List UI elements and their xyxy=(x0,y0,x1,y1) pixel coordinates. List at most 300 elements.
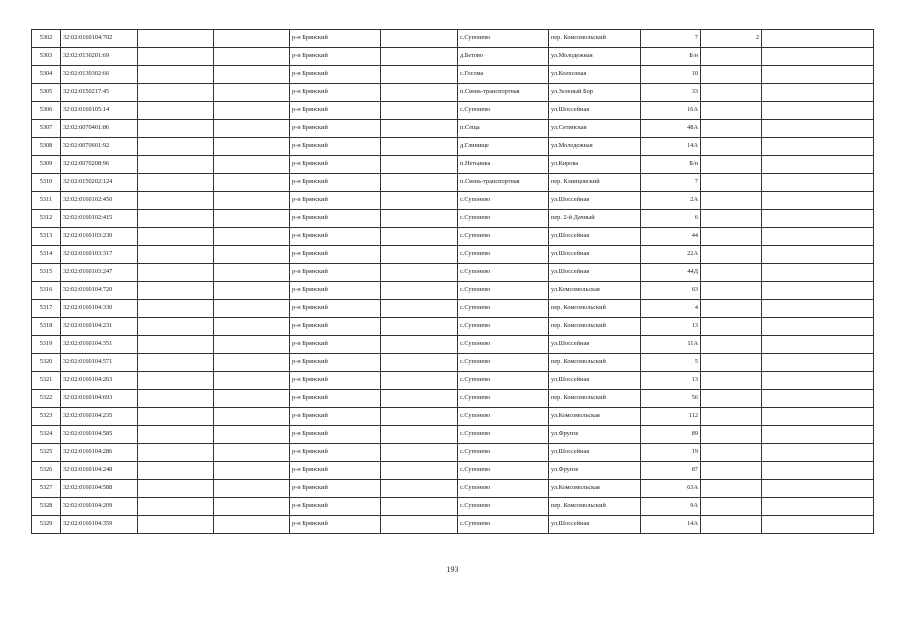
cell-district: р-н Брянский xyxy=(290,228,381,246)
cell-cadastral-number: 32:02:0160104:702 xyxy=(61,30,138,48)
cell-extra xyxy=(701,156,762,174)
cell-locality: с.Супонево xyxy=(458,390,549,408)
cell-house-number: 63А xyxy=(641,480,701,498)
cell-district: р-н Брянский xyxy=(290,156,381,174)
cell-empty xyxy=(381,174,458,192)
cell-number: 5305 xyxy=(32,84,61,102)
cell-district: р-н Брянский xyxy=(290,102,381,120)
cell-empty xyxy=(381,516,458,534)
cell-number: 5309 xyxy=(32,156,61,174)
page-number: 193 xyxy=(446,565,459,574)
cell-district: р-н Брянский xyxy=(290,264,381,282)
cell-empty xyxy=(762,120,874,138)
cell-empty xyxy=(214,318,290,336)
cell-number: 5311 xyxy=(32,192,61,210)
table-row xyxy=(32,264,874,282)
cell-district: р-н Брянский xyxy=(290,210,381,228)
cell-empty xyxy=(381,498,458,516)
cell-street: ул.Шоссейная xyxy=(549,372,641,390)
table-row xyxy=(32,48,874,66)
cell-street: ул.Фрунзе xyxy=(549,462,641,480)
cell-empty xyxy=(214,246,290,264)
table-row xyxy=(32,66,874,84)
cell-street: ул.Шоссейная xyxy=(549,444,641,462)
cell-empty xyxy=(214,426,290,444)
cell-extra xyxy=(701,480,762,498)
cell-empty xyxy=(762,48,874,66)
cell-empty xyxy=(138,84,214,102)
cell-street: ул.Шоссейная xyxy=(549,228,641,246)
cell-empty xyxy=(762,336,874,354)
cell-locality: с.Супонево xyxy=(458,462,549,480)
cell-empty xyxy=(762,390,874,408)
cell-empty xyxy=(138,408,214,426)
cell-empty xyxy=(381,336,458,354)
cell-extra xyxy=(701,48,762,66)
table-row xyxy=(32,84,874,102)
table-row xyxy=(32,246,874,264)
cell-extra xyxy=(701,318,762,336)
cell-empty xyxy=(138,30,214,48)
cell-empty xyxy=(214,462,290,480)
registry-table-body xyxy=(32,30,874,534)
cell-street: ул.Комсомольская xyxy=(549,480,641,498)
cell-empty xyxy=(214,120,290,138)
cell-empty xyxy=(138,300,214,318)
table-row xyxy=(32,174,874,192)
cell-empty xyxy=(138,318,214,336)
cell-empty xyxy=(214,210,290,228)
cell-empty xyxy=(214,84,290,102)
cell-empty xyxy=(214,372,290,390)
cell-extra xyxy=(701,408,762,426)
cell-cadastral-number: 32:02:0160104:235 xyxy=(61,408,138,426)
cell-house-number: 14А xyxy=(641,138,701,156)
cell-district: р-н Брянский xyxy=(290,84,381,102)
cell-cadastral-number: 32:02:0160104:231 xyxy=(61,318,138,336)
table-row xyxy=(32,102,874,120)
cell-extra xyxy=(701,390,762,408)
cell-house-number: 10 xyxy=(641,66,701,84)
cell-number: 5322 xyxy=(32,390,61,408)
table-row xyxy=(32,516,874,534)
cell-street: пер. Комсомольский xyxy=(549,318,641,336)
cell-district: р-н Брянский xyxy=(290,498,381,516)
table-row xyxy=(32,480,874,498)
cell-extra xyxy=(701,120,762,138)
cell-empty xyxy=(762,300,874,318)
cell-empty xyxy=(762,156,874,174)
cell-empty xyxy=(762,282,874,300)
cell-locality: п.Нетьинка xyxy=(458,156,549,174)
cell-empty xyxy=(138,48,214,66)
cell-number: 5303 xyxy=(32,48,61,66)
cell-empty xyxy=(762,480,874,498)
cell-cadastral-number: 32:02:0160104:571 xyxy=(61,354,138,372)
cell-extra xyxy=(701,66,762,84)
cell-extra xyxy=(701,84,762,102)
cell-number: 5320 xyxy=(32,354,61,372)
cell-empty xyxy=(762,318,874,336)
cell-street: пер. Комсомольский xyxy=(549,30,641,48)
cell-street: ул.Зеленый Бор xyxy=(549,84,641,102)
cell-district: р-н Брянский xyxy=(290,426,381,444)
cell-empty xyxy=(381,264,458,282)
cell-cadastral-number: 32:02:0160104:588 xyxy=(61,480,138,498)
cell-house-number: 13 xyxy=(641,372,701,390)
cell-extra xyxy=(701,300,762,318)
cell-house-number: Б/н xyxy=(641,156,701,174)
cell-street: пер. Клинцовский xyxy=(549,174,641,192)
cell-empty xyxy=(138,264,214,282)
cell-locality: п.Сеща xyxy=(458,120,549,138)
registry-table xyxy=(31,29,874,534)
cell-empty xyxy=(762,372,874,390)
table-row xyxy=(32,120,874,138)
cell-empty xyxy=(214,480,290,498)
cell-extra: 2 xyxy=(701,30,762,48)
cell-empty xyxy=(381,390,458,408)
cell-empty xyxy=(138,480,214,498)
cell-locality: с.Супонево xyxy=(458,30,549,48)
cell-empty xyxy=(762,408,874,426)
cell-empty xyxy=(381,354,458,372)
cell-district: р-н Брянский xyxy=(290,30,381,48)
cell-house-number: 6 xyxy=(641,210,701,228)
cell-empty xyxy=(138,426,214,444)
cell-extra xyxy=(701,210,762,228)
cell-locality: с.Супонево xyxy=(458,192,549,210)
cell-house-number: 7 xyxy=(641,174,701,192)
cell-district: р-н Брянский xyxy=(290,192,381,210)
cell-number: 5307 xyxy=(32,120,61,138)
cell-cadastral-number: 32:02:0160104:585 xyxy=(61,426,138,444)
cell-empty xyxy=(138,390,214,408)
cell-number: 5321 xyxy=(32,372,61,390)
cell-number: 5319 xyxy=(32,336,61,354)
cell-street: ул.Шоссейная xyxy=(549,264,641,282)
cell-empty xyxy=(762,174,874,192)
cell-empty xyxy=(214,444,290,462)
cell-extra xyxy=(701,192,762,210)
cell-street: ул.Шоссейная xyxy=(549,336,641,354)
cell-district: р-н Брянский xyxy=(290,390,381,408)
cell-empty xyxy=(762,246,874,264)
cell-locality: с.Супонево xyxy=(458,246,549,264)
cell-street: ул.Шоссейная xyxy=(549,516,641,534)
table-row xyxy=(32,462,874,480)
cell-house-number: 2А xyxy=(641,192,701,210)
cell-house-number: 112 xyxy=(641,408,701,426)
table-row xyxy=(32,372,874,390)
cell-house-number: 56 xyxy=(641,390,701,408)
cell-empty xyxy=(381,282,458,300)
cell-locality: с.Супонево xyxy=(458,264,549,282)
cell-empty xyxy=(381,138,458,156)
cell-number: 5328 xyxy=(32,498,61,516)
cell-number: 5315 xyxy=(32,264,61,282)
cell-extra xyxy=(701,282,762,300)
cell-locality: д.Глинище xyxy=(458,138,549,156)
cell-cadastral-number: 32:02:0160104:351 xyxy=(61,336,138,354)
cell-street: пер. 2-й Дачный xyxy=(549,210,641,228)
cell-street: ул.Молодежная xyxy=(549,138,641,156)
cell-district: р-н Брянский xyxy=(290,336,381,354)
cell-empty xyxy=(138,516,214,534)
cell-number: 5313 xyxy=(32,228,61,246)
cell-district: р-н Брянский xyxy=(290,246,381,264)
cell-empty xyxy=(381,480,458,498)
cell-locality: с.Супонево xyxy=(458,408,549,426)
table-row xyxy=(32,318,874,336)
cell-cadastral-number: 32:02:0160103:317 xyxy=(61,246,138,264)
cell-district: р-н Брянский xyxy=(290,408,381,426)
cell-locality: с.Супонево xyxy=(458,228,549,246)
table-row xyxy=(32,408,874,426)
cell-cadastral-number: 32:02:0160102:415 xyxy=(61,210,138,228)
cell-cadastral-number: 32:02:0160104:720 xyxy=(61,282,138,300)
cell-empty xyxy=(381,156,458,174)
cell-house-number: 63 xyxy=(641,282,701,300)
cell-street: ул.Шоссейная xyxy=(549,192,641,210)
cell-cadastral-number: 32:02:0160104:359 xyxy=(61,516,138,534)
cell-empty xyxy=(381,228,458,246)
cell-empty xyxy=(214,516,290,534)
cell-empty xyxy=(214,354,290,372)
cell-district: р-н Брянский xyxy=(290,300,381,318)
cell-number: 5316 xyxy=(32,282,61,300)
cell-empty xyxy=(214,282,290,300)
cell-district: р-н Брянский xyxy=(290,462,381,480)
cell-district: р-н Брянский xyxy=(290,354,381,372)
cell-empty xyxy=(762,84,874,102)
cell-empty xyxy=(138,498,214,516)
cell-locality: д.Бетово xyxy=(458,48,549,66)
cell-district: р-н Брянский xyxy=(290,480,381,498)
cell-locality: с.Супонево xyxy=(458,480,549,498)
cell-empty xyxy=(381,462,458,480)
cell-house-number: 16А xyxy=(641,102,701,120)
cell-empty xyxy=(381,48,458,66)
cell-empty xyxy=(214,30,290,48)
cell-empty xyxy=(762,354,874,372)
table-row xyxy=(32,156,874,174)
cell-empty xyxy=(138,282,214,300)
cell-empty xyxy=(381,210,458,228)
cell-district: р-н Брянский xyxy=(290,138,381,156)
table-row xyxy=(32,282,874,300)
cell-empty xyxy=(762,228,874,246)
cell-empty xyxy=(138,156,214,174)
cell-cadastral-number: 32:02:0130302:66 xyxy=(61,66,138,84)
cell-district: р-н Брянский xyxy=(290,282,381,300)
cell-district: р-н Брянский xyxy=(290,516,381,534)
cell-cadastral-number: 32:02:0150202:124 xyxy=(61,174,138,192)
table-row xyxy=(32,192,874,210)
cell-street: пер. Комсомольский xyxy=(549,300,641,318)
cell-empty xyxy=(214,66,290,84)
cell-cadastral-number: 32:02:0160104:330 xyxy=(61,300,138,318)
cell-empty xyxy=(762,462,874,480)
table-row xyxy=(32,390,874,408)
cell-number: 5323 xyxy=(32,408,61,426)
cell-empty xyxy=(138,372,214,390)
cell-empty xyxy=(762,30,874,48)
cell-cadastral-number: 32:02:0160103:230 xyxy=(61,228,138,246)
cell-empty xyxy=(214,192,290,210)
cell-empty xyxy=(138,102,214,120)
cell-street: ул.Кирова xyxy=(549,156,641,174)
cell-empty xyxy=(138,354,214,372)
cell-house-number: 44 xyxy=(641,228,701,246)
cell-empty xyxy=(214,336,290,354)
cell-empty xyxy=(762,210,874,228)
cell-locality: с.Супонево xyxy=(458,444,549,462)
cell-district: р-н Брянский xyxy=(290,318,381,336)
cell-number: 5310 xyxy=(32,174,61,192)
cell-empty xyxy=(138,228,214,246)
cell-empty xyxy=(214,102,290,120)
cell-street: ул.Колхозная xyxy=(549,66,641,84)
cell-empty xyxy=(381,372,458,390)
cell-house-number: 19 xyxy=(641,444,701,462)
cell-empty xyxy=(138,444,214,462)
cell-empty xyxy=(138,120,214,138)
cell-empty xyxy=(381,66,458,84)
cell-locality: с.Супонево xyxy=(458,498,549,516)
cell-empty xyxy=(381,120,458,138)
cell-extra xyxy=(701,102,762,120)
cell-empty xyxy=(138,246,214,264)
cell-cadastral-number: 32:02:0160102:450 xyxy=(61,192,138,210)
cell-empty xyxy=(214,228,290,246)
cell-extra xyxy=(701,372,762,390)
cell-empty xyxy=(762,516,874,534)
cell-extra xyxy=(701,264,762,282)
cell-street: ул.Сетинская xyxy=(549,120,641,138)
cell-street: ул.Комсомольская xyxy=(549,408,641,426)
cell-empty xyxy=(381,426,458,444)
cell-empty xyxy=(214,408,290,426)
cell-locality: с.Госома xyxy=(458,66,549,84)
cell-empty xyxy=(138,138,214,156)
cell-district: р-н Брянский xyxy=(290,372,381,390)
cell-empty xyxy=(762,426,874,444)
cell-house-number: 9А xyxy=(641,498,701,516)
cell-empty xyxy=(762,498,874,516)
cell-cadastral-number: 32:02:0160104:286 xyxy=(61,444,138,462)
table-row xyxy=(32,336,874,354)
cell-empty xyxy=(381,444,458,462)
cell-street: пер. Комсомольский xyxy=(549,390,641,408)
cell-empty xyxy=(214,390,290,408)
table-row xyxy=(32,426,874,444)
cell-street: пер. Комсомольский xyxy=(549,354,641,372)
cell-number: 5304 xyxy=(32,66,61,84)
cell-empty xyxy=(138,66,214,84)
cell-district: р-н Брянский xyxy=(290,120,381,138)
cell-locality: п.Свень-транспортная xyxy=(458,174,549,192)
cell-empty xyxy=(214,264,290,282)
cell-extra xyxy=(701,354,762,372)
cell-empty xyxy=(381,408,458,426)
cell-empty xyxy=(214,48,290,66)
cell-locality: с.Супонево xyxy=(458,318,549,336)
cell-cadastral-number: 32:02:0160104:209 xyxy=(61,498,138,516)
cell-number: 5325 xyxy=(32,444,61,462)
cell-street: пер. Комсомольский xyxy=(549,498,641,516)
cell-locality: с.Супонево xyxy=(458,300,549,318)
cell-cadastral-number: 32:02:0070401:86 xyxy=(61,120,138,138)
cell-house-number: 22А xyxy=(641,246,701,264)
cell-house-number: Б/н xyxy=(641,48,701,66)
cell-street: ул.Шоссейная xyxy=(549,102,641,120)
cell-cadastral-number: 32:02:0160103:247 xyxy=(61,264,138,282)
cell-district: р-н Брянский xyxy=(290,66,381,84)
cell-extra xyxy=(701,462,762,480)
cell-empty xyxy=(138,336,214,354)
cell-house-number: 7 xyxy=(641,30,701,48)
cell-empty xyxy=(214,300,290,318)
cell-empty xyxy=(762,192,874,210)
cell-house-number: 48А xyxy=(641,120,701,138)
cell-number: 5302 xyxy=(32,30,61,48)
cell-extra xyxy=(701,444,762,462)
cell-empty xyxy=(381,246,458,264)
cell-empty xyxy=(138,192,214,210)
cell-house-number: 14А xyxy=(641,516,701,534)
table-row xyxy=(32,30,874,48)
table-row xyxy=(32,444,874,462)
cell-locality: с.Супонево xyxy=(458,282,549,300)
cell-extra xyxy=(701,174,762,192)
cell-district: р-н Брянский xyxy=(290,48,381,66)
cell-house-number: 11А xyxy=(641,336,701,354)
cell-number: 5324 xyxy=(32,426,61,444)
cell-number: 5306 xyxy=(32,102,61,120)
cell-cadastral-number: 32:02:0160104:248 xyxy=(61,462,138,480)
cell-empty xyxy=(214,498,290,516)
cell-locality: п.Свень-транспортная xyxy=(458,84,549,102)
cell-empty xyxy=(381,84,458,102)
cell-empty xyxy=(762,66,874,84)
cell-locality: с.Супонево xyxy=(458,210,549,228)
table-row xyxy=(32,228,874,246)
cell-locality: с.Супонево xyxy=(458,336,549,354)
cell-extra xyxy=(701,228,762,246)
cell-extra xyxy=(701,516,762,534)
cell-empty xyxy=(762,138,874,156)
cell-empty xyxy=(214,156,290,174)
cell-empty xyxy=(214,174,290,192)
cell-street: ул.Молодежная xyxy=(549,48,641,66)
cell-cadastral-number: 32:02:0070601:92 xyxy=(61,138,138,156)
cell-locality: с.Супонево xyxy=(458,354,549,372)
cell-house-number: 87 xyxy=(641,462,701,480)
cell-number: 5329 xyxy=(32,516,61,534)
cell-extra xyxy=(701,336,762,354)
cell-empty xyxy=(214,138,290,156)
cell-number: 5308 xyxy=(32,138,61,156)
cell-number: 5318 xyxy=(32,318,61,336)
cell-extra xyxy=(701,426,762,444)
cell-empty xyxy=(762,264,874,282)
cell-empty xyxy=(381,30,458,48)
cell-house-number: 89 xyxy=(641,426,701,444)
cell-number: 5326 xyxy=(32,462,61,480)
cell-cadastral-number: 32:02:0160104:263 xyxy=(61,372,138,390)
cell-empty xyxy=(138,462,214,480)
